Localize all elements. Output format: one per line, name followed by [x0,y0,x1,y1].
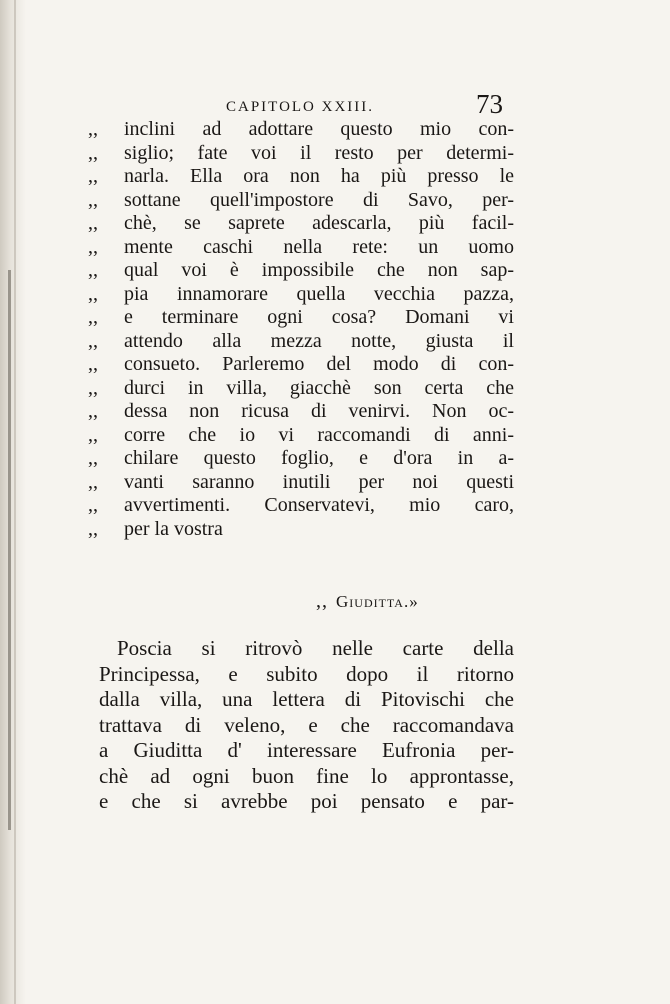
quote-mark: ,, [88,282,98,305]
quote-mark: ,, [88,400,98,422]
quote-mark: ,, [88,494,98,516]
paragraph-line: Principessa, e subito dopo il ritorno [99,661,514,686]
letter-line-text: chilare questo foglio, e d'ora in a- [124,447,514,469]
quote-mark: ,, [88,353,98,375]
letter-line-text: siglio; fate voi il resto per determi- [124,141,514,164]
quote-mark: ,, [88,165,98,187]
letter-line-text: attendo alla mezza notte, giusta il [124,329,514,352]
paragraph-line: a Giuditta d' interessare Eufronia per- [99,738,514,762]
signature-name: Giuditta.» [336,592,419,611]
letter-line [88,142,514,166]
quote-mark: ,, [88,329,98,352]
quote-mark: ,, [88,517,98,540]
letter-line [88,306,514,330]
letter-line [88,518,514,542]
letter-line [88,400,514,424]
quote-mark: ,, [88,376,98,399]
quote-mark: ,, [88,447,98,469]
letter-line-text: narla. Ella ora non ha più presso le [124,165,514,187]
letter-line [88,236,514,260]
letter-line [88,165,514,189]
letter-line-text: pia innamorare quella vecchia pazza, [124,282,514,305]
quote-mark: ,, [88,259,98,281]
letter-line-text: durci in villa, giacchè son certa che [124,376,514,399]
paragraph-line: e che si avrebbe poi pensato e par- [99,789,514,813]
signature-quote-mark: ,, [316,590,328,612]
letter-line [88,353,514,377]
chapter-title: CAPITOLO XXIII. [226,99,375,115]
letter-line-text: e terminare ogni cosa? Domani vi [124,306,514,328]
binding-edge [0,0,26,1004]
letter-line-text: sottane quell'impostore di Savo, per- [124,188,514,211]
paragraph-line: dalla villa, una lettera di Pitovischi che [99,687,514,711]
letter-line-text: corre che io vi raccomandi di anni- [124,423,514,446]
letter-line [88,283,514,307]
letter-line-text: avvertimenti. Conservatevi, mio caro, [124,494,514,516]
letter-signature [316,590,419,613]
quote-mark: ,, [88,470,98,493]
letter-line-text: consueto. Parleremo del modo di con- [124,353,514,375]
letter-line-text: chè, se saprete adescarla, più facil- [124,212,514,234]
page-number: 73 [476,89,503,119]
letter-line [88,330,514,354]
letter-line [88,447,514,471]
letter-line-text: mente caschi nella rete: un uomo [124,235,514,258]
letter-line-text: dessa non ricusa di venirvi. Non oc- [124,400,514,422]
quote-mark: ,, [88,235,98,258]
quote-mark: ,, [88,306,98,328]
paragraph-line: trattava di veleno, e che raccomandava [99,712,514,737]
letter-line-text: qual voi è impossibile che non sap- [124,259,514,281]
quote-mark: ,, [88,212,98,234]
letter-line [88,471,514,495]
quoted-letter [88,118,514,541]
letter-line-text: per la vostra [124,517,223,540]
binding-mark [8,270,11,830]
quote-mark: ,, [88,423,98,446]
letter-line-text: vanti saranno inutili per noi questi [124,470,514,493]
body-paragraph [99,636,514,815]
letter-line [88,377,514,401]
letter-line [88,118,514,142]
quote-mark: ,, [88,141,98,164]
letter-line [88,189,514,213]
letter-line-text: inclini ad adottare questo mio con- [124,118,514,140]
letter-line [88,424,514,448]
paragraph-line: chè ad ogni buon fine lo approntasse, [99,763,514,788]
quote-mark: ,, [88,118,98,140]
letter-line [88,259,514,283]
quote-mark: ,, [88,188,98,211]
letter-line [88,212,514,236]
letter-line [88,494,514,518]
binding-shadow [14,0,16,1004]
paragraph-line: Poscia si ritrovò nelle carte della [117,636,514,660]
